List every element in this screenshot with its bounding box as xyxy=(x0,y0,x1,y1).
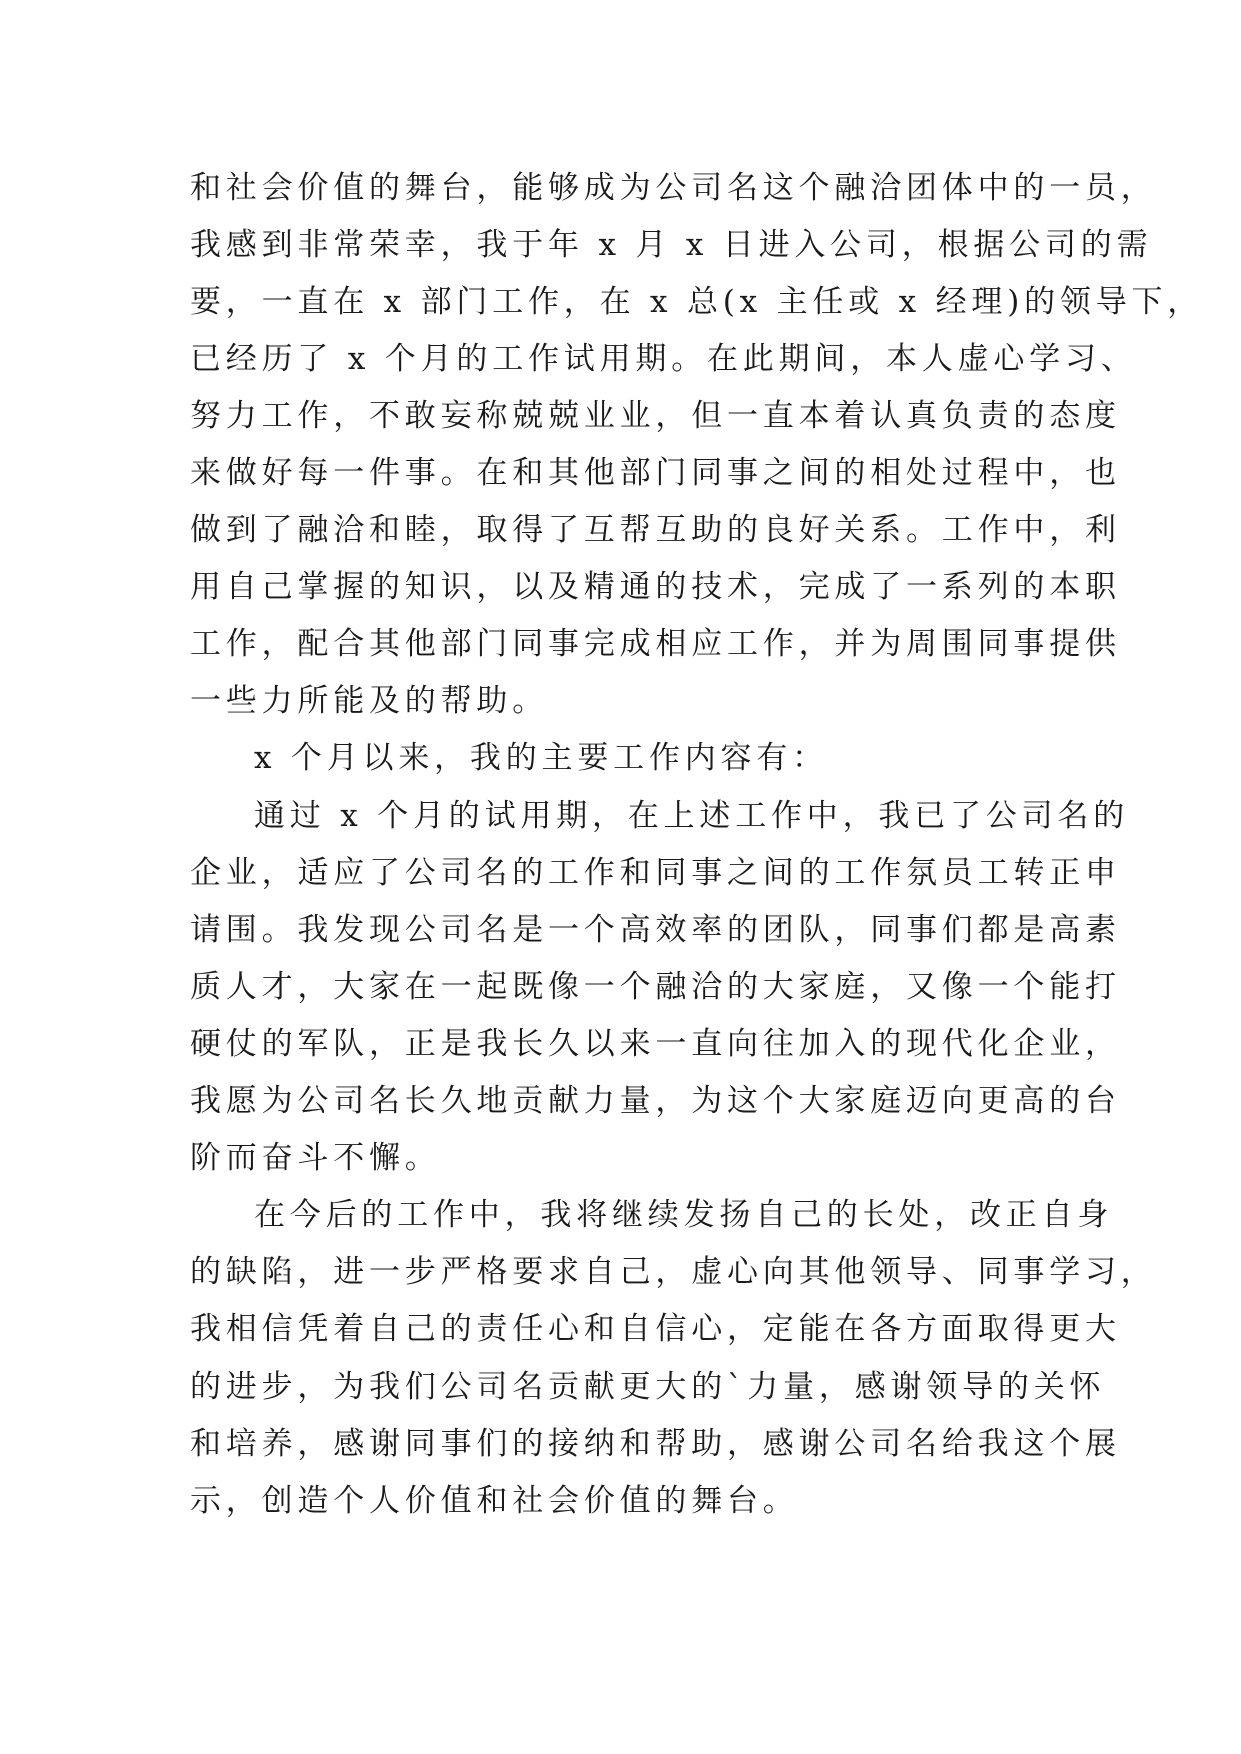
text-line: 和培养，感谢同事们的接纳和帮助，感谢公司名给我这个展 xyxy=(190,1426,1121,1462)
text-line: 我感到非常荣幸，我于年 x 月 x 日进入公司，根据公司的需 xyxy=(190,227,1153,263)
text-line: 的进步，为我们公司名贡献更大的`力量，感谢领导的关怀 xyxy=(190,1369,1106,1405)
text-line: 企业，适应了公司名的工作和同事之间的工作氛员工转正申 xyxy=(190,855,1121,891)
text-line: 做到了融洽和睦，取得了互帮互助的良好关系。工作中，利 xyxy=(190,512,1121,548)
text-line: 努力工作，不敢妄称兢兢业业，但一直本着认真负责的态度 xyxy=(190,398,1121,434)
text-line: 硬仗的军队，正是我长久以来一直向往加入的现代化企业， xyxy=(190,1026,1121,1062)
text-line: 请围。我发现公司名是一个高效率的团队，同事们都是高素 xyxy=(190,912,1121,948)
text-line: 要，一直在 x 部门工作，在 x 总(x 主任或 x 经理)的领导下， xyxy=(190,284,1204,320)
text-line: 工作，配合其他部门同事完成相应工作，并为周围同事提供 xyxy=(190,626,1121,662)
paragraph-first-line: 在今后的工作中，我将继续发扬自己的长处，改正自身 xyxy=(254,1197,1114,1233)
text-line: 的缺陷，进一步严格要求自己，虚心向其他领导、同事学习， xyxy=(190,1254,1157,1290)
text-line: 我相信凭着自己的责任心和自信心，定能在各方面取得更大 xyxy=(190,1311,1121,1347)
text-line: 我愿为公司名长久地贡献力量，为这个大家庭迈向更高的台 xyxy=(190,1083,1121,1119)
text-line: 示，创造个人价值和社会价值的舞台。 xyxy=(190,1483,799,1519)
text-line: 用自己掌握的知识，以及精通的技术，完成了一系列的本职 xyxy=(190,569,1121,605)
text-line: 阶而奋斗不懈。 xyxy=(190,1140,441,1176)
text-line: 来做好每一件事。在和其他部门同事之间的相处过程中，也 xyxy=(190,455,1121,491)
text-line: 已经历了 x 个月的工作试用期。在此期间，本人虚心学习、 xyxy=(190,341,1137,377)
paragraph-first-line: x 个月以来，我的主要工作内容有： xyxy=(254,740,828,776)
text-line: 质人才，大家在一起既像一个融洽的大家庭，又像一个能打 xyxy=(190,969,1121,1005)
text-line: 一些力所能及的帮助。 xyxy=(190,683,548,719)
text-line: 和社会价值的舞台，能够成为公司名这个融洽团体中的一员， xyxy=(190,170,1157,206)
paragraph-first-line: 通过 x 个月的试用期，在上述工作中，我已了公司名的 xyxy=(254,798,1129,834)
